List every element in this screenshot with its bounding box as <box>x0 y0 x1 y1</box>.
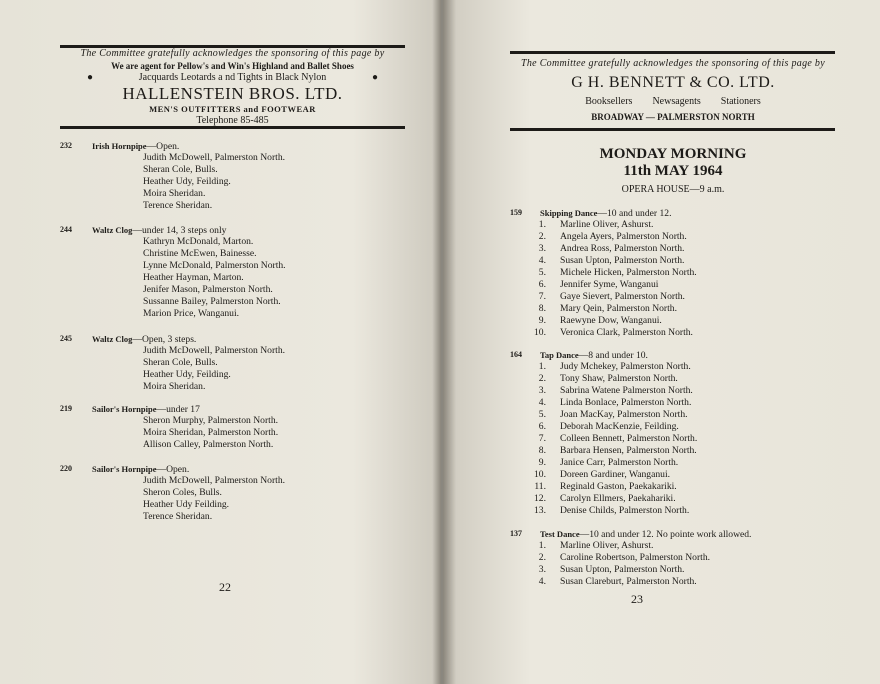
competitor-number: 8. <box>538 445 546 456</box>
sponsor-block <box>503 58 843 123</box>
competitor-number: 9. <box>538 315 546 326</box>
competitor-name: Lynne McDonald, Palmerston North. <box>143 260 286 271</box>
competitor-name: Caroline Robertson, Palmerston North. <box>560 552 711 563</box>
competitor-number: 11. <box>534 481 546 492</box>
trade: Newsagents <box>652 96 701 107</box>
competitor-name: Judith McDowell, Palmerston North. <box>143 152 286 163</box>
event-number: 159 <box>510 208 522 217</box>
event-detail: —under 17 <box>156 404 200 415</box>
competitor <box>538 291 697 303</box>
competitor-name: Tony Shaw, Palmerston North. <box>560 373 678 384</box>
competitor <box>538 373 697 385</box>
competitor <box>143 164 285 176</box>
event-detail: —Open, 3 steps. <box>132 334 197 345</box>
competitor-number: 7. <box>538 291 546 302</box>
competitor <box>538 457 697 469</box>
competitor-name: Sheron Coles, Bulls. <box>143 487 222 498</box>
competitor-name: Jenifer Mason, Palmerston North. <box>143 284 273 295</box>
competitor-name: Angela Ayers, Palmerston North. <box>560 231 687 242</box>
divider <box>510 128 835 131</box>
sponsor-name: G H. BENNETT & CO. LTD. <box>571 74 775 91</box>
competitor <box>143 357 285 369</box>
competitor <box>534 505 697 517</box>
competitor-name: Heather Udy, Feilding. <box>143 369 231 380</box>
competitor <box>538 279 697 291</box>
page-number: 22 <box>219 580 231 594</box>
sponsor-name: HALLENSTEIN BROS. LTD. <box>122 84 343 103</box>
sponsor-address: BROADWAY — PALMERSTON NORTH <box>591 112 755 122</box>
competitor-number: 8. <box>538 303 546 314</box>
competitor-number: 10. <box>534 327 546 338</box>
competitor-number: 4. <box>538 576 546 587</box>
competitor <box>534 493 697 505</box>
competitor <box>143 284 286 296</box>
competitor <box>538 315 697 327</box>
competitor <box>143 236 286 248</box>
competitor-number: 4. <box>538 397 546 408</box>
competitor-name: Moira Sheridan. <box>143 381 206 392</box>
competitor-name: Allison Calley, Palmerston North. <box>143 439 274 450</box>
competitor-name: Janice Carr, Palmerston North. <box>560 457 679 468</box>
competitor <box>538 361 697 373</box>
competitor-name: Deborah MacKenzie, Feilding. <box>560 421 679 432</box>
competitor <box>143 188 285 200</box>
competitor <box>143 272 286 284</box>
competitor-number: 2. <box>538 552 546 563</box>
competitor <box>538 397 697 409</box>
venue: OPERA HOUSE—9 a.m. <box>621 184 725 195</box>
competitor-number: 12. <box>534 493 546 504</box>
trade: Booksellers <box>585 96 633 107</box>
competitor <box>143 427 278 439</box>
competitor-number: 7. <box>538 433 546 444</box>
event-name: Sailor's Hornpipe <box>92 404 157 414</box>
divider <box>60 126 405 129</box>
competitor-number: 1. <box>538 540 546 551</box>
sponsor-phone: Telephone 85-485 <box>196 115 269 126</box>
event-name: Skipping Dance <box>540 208 598 218</box>
sponsor-line1: We are agent for Pellow's and Win's Highland and Ballet Shoes <box>111 61 354 71</box>
competitor <box>143 369 285 381</box>
event-number: 137 <box>510 529 522 538</box>
competitor-name: Heather Udy Feilding. <box>143 499 230 510</box>
heading-day: MONDAY MORNING <box>599 146 747 162</box>
event-detail: —under 14, 3 steps only <box>132 225 227 236</box>
competitor <box>538 243 697 255</box>
competitor-number: 13. <box>534 505 546 516</box>
sponsor-trades <box>503 96 843 108</box>
competitor-name: Sussanne Bailey, Palmerston North. <box>143 296 281 307</box>
bullet-icon: ● <box>371 72 378 83</box>
competitor <box>143 511 285 523</box>
competitor-number: 2. <box>538 373 546 384</box>
competitor-name: Carolyn Ellmers, Paekahariki. <box>560 493 676 504</box>
event-detail: —Open. <box>156 464 190 475</box>
competitor-name: Marion Price, Wanganui. <box>143 308 240 319</box>
competitor-number: 9. <box>538 457 546 468</box>
competitor <box>538 231 697 243</box>
divider <box>510 51 835 54</box>
competitor <box>143 308 286 320</box>
competitor <box>538 385 697 397</box>
competitor-name: Michele Hicken, Palmerston North. <box>560 267 697 278</box>
competitor-number: 5. <box>538 267 546 278</box>
event-name: Sailor's Hornpipe <box>92 464 157 474</box>
competitor-name: Kathryn McDonald, Marton. <box>143 236 254 247</box>
competitor-name: Susan Upton, Palmerston North. <box>560 255 685 266</box>
competitor-name: Barbara Hensen, Palmerston North. <box>560 445 697 456</box>
competitor <box>538 267 697 279</box>
sponsor-ack: The Committee gratefully acknowledges the sponsoring of this page by <box>521 58 825 69</box>
event-number: 244 <box>60 225 72 234</box>
event-name: Waltz Clog <box>92 225 133 235</box>
competitor <box>143 381 285 393</box>
bullet-icon: ● <box>87 72 94 83</box>
competitor-name: Susan Upton, Palmerston North. <box>560 564 685 575</box>
event-number: 232 <box>60 141 72 150</box>
sponsor-ack: The Committee gratefully acknowledges the sponsoring of this page by <box>80 48 385 59</box>
event-name: Waltz Clog <box>92 334 133 344</box>
competitor-number: 4. <box>538 255 546 266</box>
competitor-number: 5. <box>538 409 546 420</box>
event-number: 164 <box>510 350 522 359</box>
competitor-name: Judy Mchekey, Palmerston North. <box>560 361 691 372</box>
competitor-name: Doreen Gardiner, Wanganui. <box>560 469 671 480</box>
competitor-name: Jennifer Syme, Wanganui <box>560 279 659 290</box>
competitor-number: 3. <box>538 564 546 575</box>
competitor-number: 6. <box>538 421 546 432</box>
event-number: 219 <box>60 404 72 413</box>
competitor-name: Judith McDowell, Palmerston North. <box>143 475 286 486</box>
competitor <box>538 552 711 564</box>
competitor <box>143 345 285 357</box>
competitor <box>538 540 710 552</box>
competitor <box>534 469 697 481</box>
competitor-name: Moira Sheridan, Palmerston North. <box>143 427 279 438</box>
competitor <box>143 415 278 427</box>
competitor-name: Colleen Bennett, Palmerston North. <box>560 433 698 444</box>
competitor-number: 3. <box>538 243 546 254</box>
competitor-name: Marline Oliver, Ashurst. <box>560 219 654 230</box>
competitor-name: Susan Clareburt, Palmerston North. <box>560 576 697 587</box>
competitor-name: Denise Childs, Palmerston North. <box>560 505 690 516</box>
event-name: Irish Hornpipe <box>92 141 147 151</box>
competitor-name: Heather Udy, Feilding. <box>143 176 231 187</box>
competitor <box>143 475 285 487</box>
competitor-name: Mary Qein, Palmerston North. <box>560 303 677 314</box>
competitor <box>534 327 697 339</box>
competitor-name: Joan MacKay, Palmerston North. <box>560 409 688 420</box>
competitor <box>538 219 697 231</box>
page-number: 23 <box>631 592 643 606</box>
competitor <box>143 200 285 212</box>
competitor-number: 6. <box>538 279 546 290</box>
right-page <box>443 0 880 684</box>
event-number: 245 <box>60 334 72 343</box>
competitor <box>143 152 285 164</box>
competitor <box>538 421 697 433</box>
competitor-name: Heather Hayman, Marton. <box>143 272 244 283</box>
competitor-name: Linda Bonlace, Palmerston North. <box>560 397 692 408</box>
trade: Stationers <box>720 96 761 107</box>
competitor-name: Veronica Clark, Palmerston North. <box>560 327 693 338</box>
competitor <box>143 260 286 272</box>
event-detail: —10 and under 12. <box>597 208 672 219</box>
competitor-name: Reginald Gaston, Paekakariki. <box>560 481 677 492</box>
sponsor-subtitle: MEN'S OUTFITTERS and FOOTWEAR <box>149 104 316 114</box>
competitor-name: Moira Sheridan. <box>143 188 206 199</box>
competitor <box>538 576 710 588</box>
competitor-name: Marline Oliver, Ashurst. <box>560 540 654 551</box>
competitor-number: 1. <box>538 361 546 372</box>
event-name: Test Dance <box>540 529 580 539</box>
competitor-name: Raewyne Dow, Wanganui. <box>560 315 662 326</box>
sponsor-line2-row <box>55 72 410 84</box>
competitor <box>143 176 285 188</box>
competitor-name: Andrea Ross, Palmerston North. <box>560 243 685 254</box>
competitor-number: 1. <box>538 219 546 230</box>
competitor <box>534 481 697 493</box>
competitor-name: Sheron Murphy, Palmerston North. <box>143 415 279 426</box>
competitor <box>538 433 698 445</box>
competitor-name: Sabrina Watene Palmerston North. <box>560 385 693 396</box>
competitor <box>538 445 697 457</box>
event-detail: —Open. <box>146 141 180 152</box>
competitor-number: 2. <box>538 231 546 242</box>
event-name: Tap Dance <box>540 350 579 360</box>
competitor-number: 3. <box>538 385 546 396</box>
heading-date: 11th MAY 1964 <box>623 163 723 179</box>
competitor-name: Sheran Cole, Bulls. <box>143 357 218 368</box>
competitor <box>143 248 286 260</box>
competitor-number: 10. <box>534 469 546 480</box>
competitor-name: Gaye Sievert, Palmerston North. <box>560 291 685 302</box>
competitor <box>143 487 285 499</box>
competitor <box>538 303 697 315</box>
competitor-name: Judith McDowell, Palmerston North. <box>143 345 286 356</box>
sponsor-line2: Jacquards Leotards a nd Tights in Black Nylon <box>138 72 327 83</box>
competitor <box>538 564 710 576</box>
competitor-name: Sheran Cole, Bulls. <box>143 164 218 175</box>
competitor <box>538 255 697 267</box>
sponsor-block <box>55 48 410 127</box>
event-number: 220 <box>60 464 72 473</box>
event-detail: —10 and under 12. No pointe work allowed. <box>579 529 752 540</box>
competitor-name: Terence Sheridan. <box>143 200 213 211</box>
event-detail: —8 and under 10. <box>578 350 648 361</box>
competitor-name: Christine McEwen, Bainesse. <box>143 248 257 259</box>
competitor <box>143 296 286 308</box>
competitor-name: Terence Sheridan. <box>143 511 213 522</box>
competitor <box>538 409 697 421</box>
competitor <box>143 499 285 511</box>
session-heading <box>543 146 803 180</box>
competitor <box>143 439 278 451</box>
